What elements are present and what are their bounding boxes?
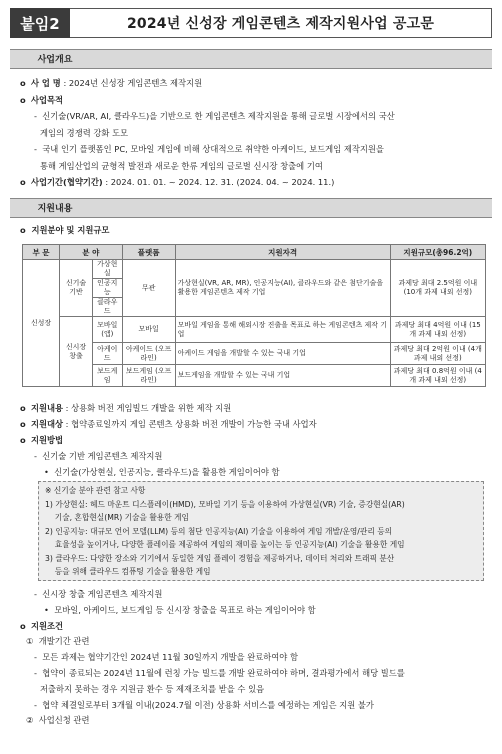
table-cell: 과제당 최대 0.8억원 이내 (4개 과제 내외 선정) xyxy=(390,365,485,387)
text-line xyxy=(34,699,374,711)
item-text: 모든 과제는 협약기간인 2024년 11월 30일까지 개발을 완료하여야 함 xyxy=(42,652,298,663)
item-heading: 사업기간(협약기간) xyxy=(30,177,103,187)
bullet-marker: - xyxy=(34,668,37,678)
note-line: 등을 위해 클라우드 컴퓨팅 기술을 활용한 게임 xyxy=(45,567,211,576)
text-line xyxy=(20,94,63,106)
item-text: 모바일, 아케이드, 보드게임 등 신시장 창출을 목표로 하는 게임이어야 함 xyxy=(54,604,316,615)
table-row xyxy=(23,343,486,365)
section-title: 지원내용 xyxy=(37,204,73,214)
table-cell: 신성장 xyxy=(23,260,60,387)
section-bar-overview xyxy=(10,49,492,69)
text-line xyxy=(20,402,231,414)
item-text: 개발기간 관련 xyxy=(38,636,90,647)
table-cell: 과제당 최대 4억원 이내 (15개 과제 내외 선정) xyxy=(390,317,485,343)
table-row xyxy=(23,317,486,343)
text-line xyxy=(20,620,63,632)
table-header-row xyxy=(23,245,486,260)
item-text: : 2024년 신성장 게임콘텐츠 제작지원 xyxy=(60,78,203,88)
table-row xyxy=(23,260,486,279)
section-bar-support xyxy=(10,198,492,218)
table-cell: 아케이드 (오프라인) xyxy=(122,343,175,365)
table-cell: 과제당 최대 2억원 이내 (4개 과제 내외 선정) xyxy=(390,343,485,365)
table-cell: 과제당 최대 2.5억원 이내 (10개 과제 내외 선정) xyxy=(390,260,485,317)
table-cell: 보드게임 xyxy=(93,365,123,387)
text-line xyxy=(34,110,395,122)
table-header: 지원자격 xyxy=(175,245,390,260)
support-heading: o 지원분야 및 지원규모 xyxy=(20,225,110,235)
text-line xyxy=(34,450,162,462)
document-header xyxy=(10,8,492,38)
text-line xyxy=(26,714,89,726)
table-header: 지원규모(총96.2억) xyxy=(390,245,485,260)
bullet-marker: o xyxy=(20,94,26,105)
note-line: 효율성을 높이거나, 다양한 플레이를 제공하여 게임의 재미를 높이는 등 인공지능(AI) 기술을 활용한 게임 xyxy=(45,540,405,549)
item-text: : 협약종료일까지 게임 콘텐츠 상용화 버전 개발이 가능한 국내 사업자 xyxy=(63,419,317,429)
document-title: 2024년 신성장 게임콘텐츠 제작지원사업 공고문 xyxy=(70,8,492,38)
item-text: 협약 체결일로부터 3개월 이내(2024.7월 이전) 상용화 서비스를 예정하는 게임은 지원 불가 xyxy=(42,699,374,710)
bullet-marker: o xyxy=(20,403,26,413)
table-cell: 아케이드 게임을 개발할 수 있는 국내 기업 xyxy=(175,343,390,365)
text-line xyxy=(20,77,202,89)
table-cell: 인공지능 xyxy=(93,279,123,298)
text-line xyxy=(44,466,280,478)
item-heading: 사업목적 xyxy=(30,94,64,105)
bullet-marker: - xyxy=(34,144,37,154)
table-cell: 클라우드 xyxy=(93,298,123,317)
bullet-marker: - xyxy=(34,589,37,599)
tech-reference-note xyxy=(38,481,484,581)
text-line xyxy=(40,160,323,172)
bullet-marker: • xyxy=(44,467,49,477)
bullet-marker: o xyxy=(20,419,26,429)
item-text: 게임의 경쟁력 강화 도모 xyxy=(40,127,129,138)
text-line xyxy=(44,604,316,616)
bullet-marker: o xyxy=(20,78,26,88)
bullet-marker: - xyxy=(34,699,37,710)
item-heading: 지원내용 xyxy=(30,403,64,413)
text-line xyxy=(34,588,162,600)
note-line: 3) 클라우드: 다양한 장소와 기기에서 동일한 게임 플레이 경험을 제공하거나, 데이터 처리와 트래픽 분산 xyxy=(45,553,395,563)
item-text: 신시장 창출 게임콘텐츠 제작지원 xyxy=(42,589,163,599)
bullet-marker: - xyxy=(34,451,37,461)
bullet-marker: ② xyxy=(26,715,34,726)
item-heading: 지원방법 xyxy=(30,435,64,445)
table-row xyxy=(23,365,486,387)
table-cell: 모바일 (앱) xyxy=(93,317,123,343)
table-header: 부 문 xyxy=(23,245,60,260)
text-line xyxy=(34,143,384,155)
item-text: 국내 인기 플랫폼인 PC, 모바일 게임에 비해 상대적으로 취약한 아케이드, 보드게임 제작지원을 xyxy=(42,144,384,154)
table-cell: 가상현실(VR, AR, MR), 인공지능(AI), 클라우드와 같은 첨단기술을 활용한 게임콘텐츠 제작 기업 xyxy=(175,260,390,317)
item-heading: 사 업 명 xyxy=(30,78,61,88)
table-cell: 무관 xyxy=(122,260,175,317)
table-cell: 가상현실 xyxy=(93,260,123,279)
bullet-marker: • xyxy=(44,604,49,615)
support-heading-text: 지원분야 및 지원규모 xyxy=(31,225,110,235)
table-cell: 아케이드 xyxy=(93,343,123,365)
item-text: 저출하지 못하는 경우 지원금 환수 등 제재조치를 받을 수 있음 xyxy=(40,683,265,694)
bullet-marker: ① xyxy=(26,636,34,647)
table-cell: 신기술 기반 xyxy=(60,260,93,317)
text-line xyxy=(20,434,63,446)
bullet-marker: - xyxy=(34,111,37,121)
attachment-tag: 붙임2 xyxy=(10,8,70,38)
note-line: 기술, 혼합현실(MR) 기술을 활용한 게임 xyxy=(45,513,189,522)
note-line: 1) 가상현실: 헤드 마운트 디스플레이(HMD), 모바일 기기 등을 이용하여 가상현실(VR) 기술, 증강현실(AR) xyxy=(45,499,405,509)
item-text: 협약이 종료되는 2024년 11월에 런칭 가능 빌드를 개발 완료하여야 하며, 결과평가에서 해당 빌드를 xyxy=(42,668,405,678)
item-text: : 상용화 버전 게임빌드 개발을 위한 제작 지원 xyxy=(63,403,232,413)
support-table xyxy=(22,244,486,387)
bullet-marker: o xyxy=(20,435,26,445)
item-text: 통해 게임산업의 균형적 발전과 새로운 한류 게임의 글로벌 신시장 창출에 기여 xyxy=(40,160,323,171)
table-header: 분 야 xyxy=(60,245,123,260)
table-cell: 신시장 창출 xyxy=(60,317,93,387)
table-cell: 보드게임 (오프라인) xyxy=(122,365,175,387)
table-cell: 모바일 xyxy=(122,317,175,343)
item-text: 신기술(VR/AR, AI, 클라우드)을 기반으로 한 게임콘텐츠 제작지원을 통해 글로벌 시장에서의 국산 xyxy=(42,111,395,121)
note-line: ※ 신기술 분야 관련 참고 사항 xyxy=(45,486,146,495)
item-text: 신기술(가상현실, 인공지능, 클라우드)을 활용한 게임이어야 함 xyxy=(54,467,280,477)
text-line xyxy=(20,418,317,430)
item-heading: 지원조건 xyxy=(30,620,64,631)
table-header: 플랫폼 xyxy=(122,245,175,260)
bullet-marker: - xyxy=(34,652,37,663)
text-line xyxy=(26,635,89,647)
item-heading: 지원대상 xyxy=(30,419,64,429)
text-line xyxy=(34,651,298,663)
bullet-marker: o xyxy=(20,177,26,187)
text-line xyxy=(20,176,334,188)
table-cell: 모바일 게임을 통해 해외시장 진출을 목표로 하는 게임콘텐츠 제작 기업 xyxy=(175,317,390,343)
bullet-marker: o xyxy=(20,620,26,631)
table-cell: 보드게임을 개발할 수 있는 국내 기업 xyxy=(175,365,390,387)
text-line xyxy=(34,667,405,679)
item-text: : 2024. 01. 01. ~ 2024. 12. 31. (2024. 04. ~ 2024. 11.) xyxy=(102,177,335,187)
text-line xyxy=(40,127,128,139)
item-text: 신기술 기반 게임콘텐츠 제작지원 xyxy=(42,451,163,461)
text-line xyxy=(40,683,264,695)
section-title: 사업개요 xyxy=(37,55,73,65)
item-text: 사업신청 관련 xyxy=(38,715,90,726)
note-line: 2) 인공지능: 대규모 언어 모델(LLM) 등의 첨단 인공지능(AI) 기술을 이용하여 게임 개발/운영/관리 등의 xyxy=(45,526,393,536)
